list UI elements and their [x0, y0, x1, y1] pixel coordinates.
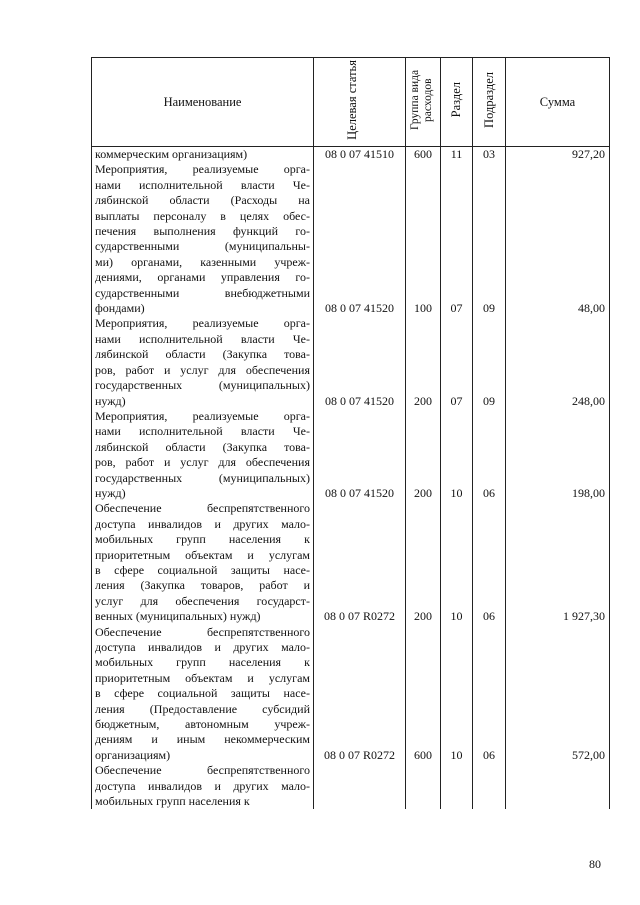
- header-target-article-label: Целевая статья: [344, 60, 359, 140]
- expense-group-cell: 600: [406, 625, 441, 764]
- expense-name-line: доступа инвалидов и других мало-: [95, 640, 310, 654]
- sum-cell: 248,00: [506, 316, 610, 408]
- header-expense-group-label: Группа вида расходов: [409, 69, 434, 131]
- expense-name-line: сударственными внебюджетными: [95, 285, 310, 300]
- subsection-cell: [473, 763, 506, 809]
- target-article-cell: 08 0 07 41510: [314, 147, 406, 163]
- table-row: [92, 147, 610, 163]
- expense-name-line: Мероприятия, реализуемые орга-: [95, 162, 310, 177]
- table-row: [92, 763, 610, 809]
- sum-cell: [506, 763, 610, 809]
- expense-name-line: мобильных групп населения к: [95, 655, 310, 670]
- subsection-cell: 09: [473, 162, 506, 316]
- expense-name: [92, 625, 314, 764]
- target-article-cell: 08 0 07 R0272: [314, 625, 406, 764]
- subsection-cell: 09: [473, 316, 506, 408]
- expense-group-cell: 200: [406, 409, 441, 501]
- expense-name-line: выплаты персоналу в целях обес-: [95, 208, 310, 223]
- target-article-cell: [314, 763, 406, 809]
- section-cell: 10: [441, 625, 473, 764]
- expense-name-line: ми) органами, казенными учреж-: [95, 254, 310, 269]
- section-cell: 11: [441, 147, 473, 163]
- expense-name-line: доступа инвалидов и других мало-: [95, 778, 310, 793]
- target-article-cell: 08 0 07 R0272: [314, 501, 406, 624]
- header-section-label: Раздел: [449, 82, 463, 118]
- subsection-cell: 06: [473, 409, 506, 501]
- expense-name-line: приоритетным объектам и услугам: [95, 670, 310, 685]
- expense-name-line: в сфере социальной защиты насе-: [95, 686, 310, 701]
- expense-name-line: услуг для обеспечения государст-: [95, 593, 310, 608]
- expense-name-line: лябинской области (Расходы на: [95, 193, 310, 208]
- table-row: [92, 162, 610, 316]
- expense-name-line: Обеспечение беспрепятственного: [95, 501, 310, 516]
- subsection-cell: 03: [473, 147, 506, 163]
- expense-name-line: мобильных групп населения к: [95, 794, 250, 809]
- section-cell: 10: [441, 501, 473, 624]
- expense-name-line: венных (муниципальных) нужд): [95, 609, 261, 624]
- expense-name-line: нами исполнительной власти Че-: [95, 177, 310, 192]
- expense-name-line: дениям и иным некоммерческим: [95, 732, 310, 747]
- expense-name-line: ления (Предоставление субсидий: [95, 701, 310, 716]
- expense-name-line: бюджетным, автономным учреж-: [95, 717, 310, 732]
- target-article-cell: 08 0 07 41520: [314, 162, 406, 316]
- table-row: [92, 316, 610, 408]
- expense-name-line: Мероприятия, реализуемые орга-: [95, 408, 310, 423]
- header-sum: Сумма: [506, 58, 610, 147]
- sum-cell: 198,00: [506, 409, 610, 501]
- expense-group-cell: 200: [406, 501, 441, 624]
- expense-name-line: лябинской области (Закупка това-: [95, 439, 310, 454]
- expense-name-line: дениями, органами управления го-: [95, 270, 310, 285]
- expense-name-line: ров, работ и услуг для обеспечения: [95, 455, 310, 470]
- expense-name-line: лябинской области (Закупка това-: [95, 347, 310, 362]
- expense-name-line: ления (Закупка товаров, работ и: [95, 578, 310, 593]
- subsection-cell: 06: [473, 625, 506, 764]
- expense-name-line: мобильных групп населения к: [95, 532, 310, 547]
- expense-name-line: в сфере социальной защиты насе-: [95, 562, 310, 577]
- expense-name-line: Обеспечение беспрепятственного: [95, 763, 310, 778]
- expense-name: [92, 316, 314, 408]
- header-expense-group: [406, 58, 441, 147]
- section-cell: 10: [441, 409, 473, 501]
- subsection-cell: 06: [473, 501, 506, 624]
- expense-name-line: Мероприятия, реализуемые орга-: [95, 316, 310, 331]
- table-header: [92, 58, 610, 147]
- header-subsection: [473, 58, 506, 147]
- target-article-cell: 08 0 07 41520: [314, 316, 406, 408]
- expense-name: [92, 162, 314, 316]
- expense-name: [92, 147, 314, 163]
- expense-name-line: фондами): [95, 301, 145, 316]
- header-target-article: [314, 58, 406, 147]
- expense-name-line: нужд): [95, 485, 126, 500]
- expense-name: [92, 501, 314, 624]
- header-name: Наименование: [92, 58, 314, 147]
- expense-group-cell: [406, 763, 441, 809]
- page-number: 80: [589, 857, 601, 871]
- sum-cell: 48,00: [506, 162, 610, 316]
- expense-name: [92, 409, 314, 501]
- header-subsection-label: Подраздел: [481, 72, 496, 128]
- expense-name-line: доступа инвалидов и других мало-: [95, 516, 310, 531]
- expense-name-line: печения выполнения функций го-: [95, 224, 310, 239]
- expense-name-line: ров, работ и услуг для обеспечения: [95, 362, 310, 377]
- expense-name: [92, 763, 314, 809]
- sum-cell: 1 927,30: [506, 501, 610, 624]
- section-cell: 07: [441, 316, 473, 408]
- expense-name-line: организациям): [95, 747, 171, 762]
- section-cell: 07: [441, 162, 473, 316]
- expense-name-line: нужд): [95, 393, 126, 408]
- sum-cell: 572,00: [506, 625, 610, 764]
- table-row: [92, 501, 610, 624]
- expense-name-line: нами исполнительной власти Че-: [95, 331, 310, 346]
- expense-group-cell: 600: [406, 147, 441, 163]
- expense-name-line: государственных (муниципальных): [95, 378, 310, 393]
- expense-group-cell: 100: [406, 162, 441, 316]
- sum-cell: 927,20: [506, 147, 610, 163]
- expense-group-cell: 200: [406, 316, 441, 408]
- table-row: [92, 409, 610, 501]
- expense-name-line: Обеспечение беспрепятственного: [95, 624, 310, 639]
- expense-name-line: коммерческим организациям): [95, 147, 248, 161]
- table-row: [92, 625, 610, 764]
- budget-table: [91, 57, 610, 809]
- expense-name-line: нами исполнительной власти Че-: [95, 424, 310, 439]
- target-article-cell: 08 0 07 41520: [314, 409, 406, 501]
- header-section: [441, 58, 473, 147]
- expense-name-line: государственных (муниципальных): [95, 470, 310, 485]
- expense-name-line: приоритетным объектам и услугам: [95, 547, 310, 562]
- section-cell: [441, 763, 473, 809]
- table-body: [92, 147, 610, 810]
- expense-name-line: сударственными (муниципальны-: [95, 239, 310, 254]
